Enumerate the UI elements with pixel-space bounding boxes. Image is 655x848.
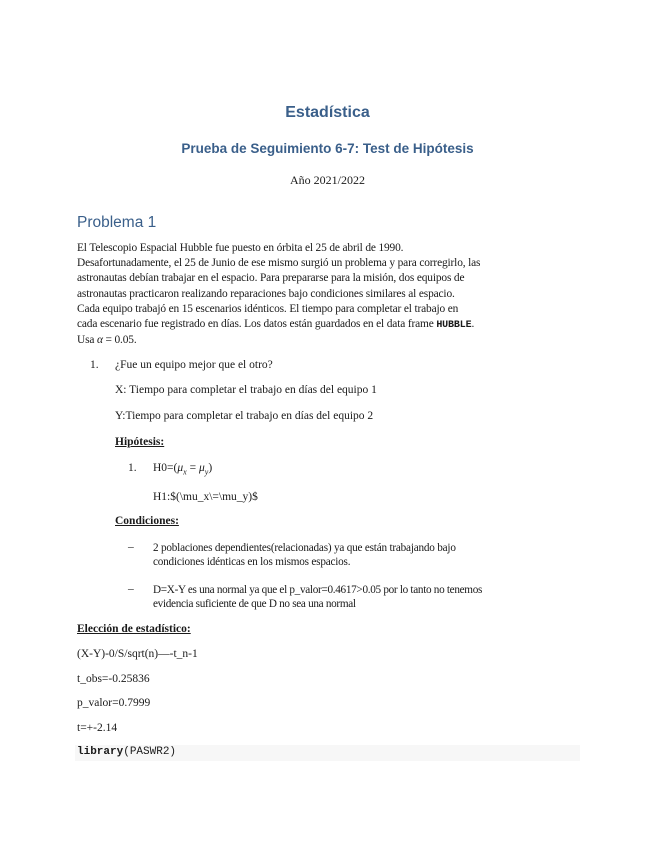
mu-subscript-x: x bbox=[183, 467, 187, 477]
conditions-heading: Condiciones: bbox=[115, 515, 179, 527]
h0-prefix: H0=( bbox=[153, 462, 178, 474]
statement-line: El Telescopio Espacial Hubble fue puesto en órbita el 25 de abril de 1990. bbox=[77, 242, 404, 254]
academic-year: Año 2021/2022 bbox=[290, 173, 365, 187]
problem-statement bbox=[77, 241, 582, 348]
p-value: p_valor=0.7999 bbox=[77, 697, 151, 709]
alternative-hypothesis: H1:$(\mu_x\=\mu_y)$ bbox=[153, 491, 258, 503]
question-number: 1. bbox=[90, 359, 99, 371]
mu-subscript-y: y bbox=[204, 467, 209, 477]
statistic-formula: (X-Y)-0/S/sqrt(n)—-t_n-1 bbox=[77, 648, 198, 660]
statement-line: Cada equipo trabajó en 15 escenarios idénticos. El tiempo para completar el trabajo en bbox=[77, 302, 459, 315]
statement-line: astronautas debían trabajar en el espacio. Para prepararse para la misión, dos equipos de bbox=[77, 272, 465, 285]
alpha-prefix: Usa bbox=[77, 334, 97, 347]
question-text: ¿Fue un equipo mejor que el otro? bbox=[115, 359, 273, 371]
condition-line: D=X-Y es una normal ya que el p_valor=0.4617>0.05 por lo tanto no tenemos bbox=[153, 584, 483, 596]
t-observed: t_obs=-0.25836 bbox=[77, 673, 150, 685]
statement-text: cada escenario fue registrado en días. Los datos están guardados en el data frame bbox=[77, 318, 437, 331]
dataset-name: HUBBLE bbox=[436, 320, 472, 332]
hypothesis-number: 1. bbox=[128, 462, 137, 474]
equals-sign: = bbox=[186, 462, 199, 474]
mu-symbol: μ bbox=[177, 462, 184, 474]
mu-symbol: μ bbox=[198, 462, 205, 474]
condition-item bbox=[153, 541, 456, 569]
alpha-value: = 0.05. bbox=[102, 334, 137, 347]
bullet-dash: – bbox=[128, 541, 134, 553]
condition-line: 2 poblaciones dependientes(relacionadas) ya que están trabajando bajo bbox=[153, 542, 456, 554]
statement-line: Desafortunadamente, el 25 de Junio de ese mismo surgió un problema y para corregirlo, las bbox=[77, 257, 481, 270]
condition-line: evidencia suficiente de que D no sea una normal bbox=[153, 598, 356, 610]
condition-item bbox=[153, 583, 482, 611]
null-hypothesis bbox=[153, 462, 212, 476]
x-definition: X: Tiempo para completar el trabajo en días del equipo 1 bbox=[115, 384, 377, 396]
code-args: (PASWR2) bbox=[123, 746, 177, 758]
hypotheses-heading: Hipótesis: bbox=[115, 436, 165, 448]
bullet-dash: – bbox=[128, 583, 134, 595]
code-keyword: library bbox=[77, 746, 124, 758]
document-subtitle: Prueba de Seguimiento 6-7: Test de Hipótesis bbox=[181, 141, 474, 156]
alpha-line bbox=[77, 333, 582, 348]
y-definition: Y:Tiempo para completar el trabajo en días del equipo 2 bbox=[115, 410, 374, 422]
statistic-heading: Elección de estadístico: bbox=[77, 623, 191, 635]
statement-period: . bbox=[471, 318, 475, 331]
alpha-symbol: α bbox=[96, 334, 103, 347]
statement-line: astronautas practicaron realizando reparaciones bajo condiciones similares al espacio. bbox=[77, 287, 455, 300]
problem-heading: Problema 1 bbox=[77, 214, 157, 231]
h0-suffix: ) bbox=[208, 462, 213, 474]
document-title: Estadística bbox=[285, 104, 370, 121]
condition-line: condiciones idénticas en los mismos espacios. bbox=[153, 556, 351, 568]
critical-t: t=+-2.14 bbox=[77, 722, 118, 734]
statement-line bbox=[77, 317, 582, 333]
code-line bbox=[77, 746, 176, 758]
